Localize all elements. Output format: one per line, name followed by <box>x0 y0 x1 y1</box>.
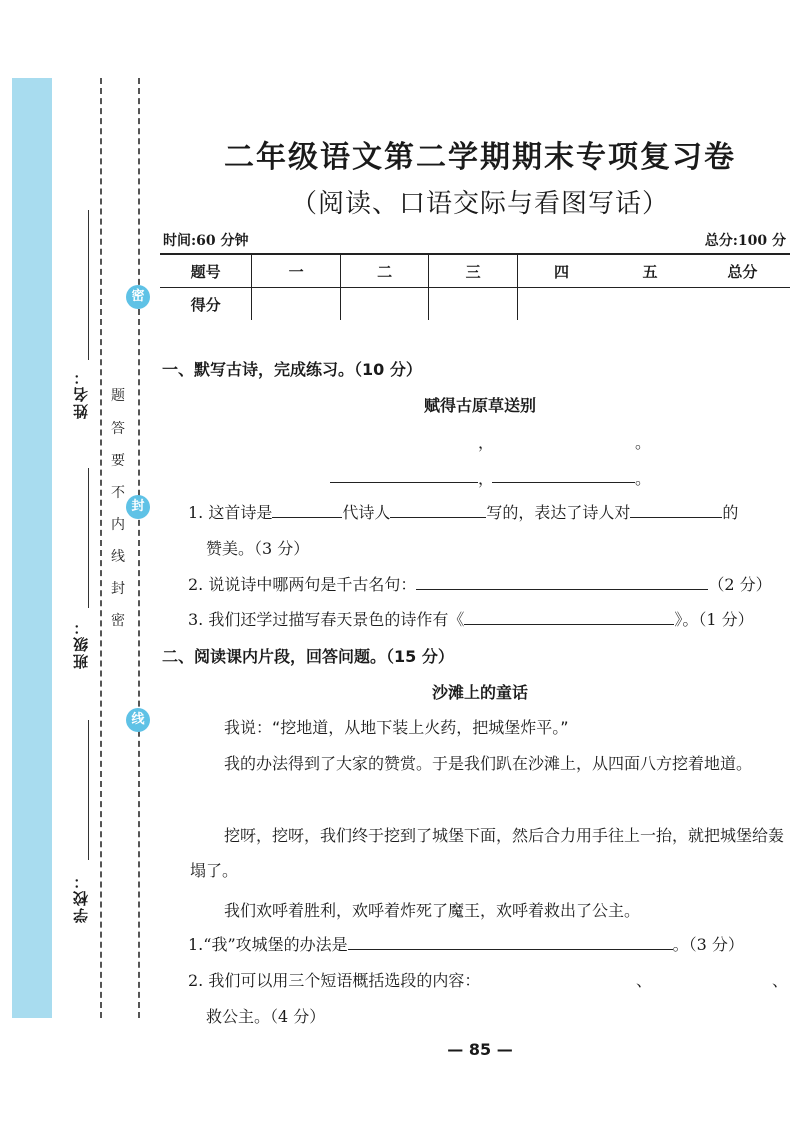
s2-question-1 <box>188 932 744 955</box>
s2-question-2: 2. 我们可以用三个短语概括选段的内容： <box>188 971 481 990</box>
s1-question-2 <box>188 572 772 595</box>
cut-line-right <box>138 78 140 1018</box>
score-cell[interactable] <box>517 288 605 321</box>
poem-title: 赋得古原草送别 <box>423 396 536 415</box>
notice-char: 答 <box>111 421 125 437</box>
score-cell[interactable] <box>605 288 694 321</box>
section2-heading: 二、阅读课内片段，回答问题。（15 分） <box>162 647 454 666</box>
s2-q2-separator-2: 、 <box>772 971 789 990</box>
name-label: 姓名： <box>72 368 90 419</box>
s1-q3-text-a: 3. 我们还学过描写春天景色的诗作有《 <box>188 610 465 629</box>
object-blank[interactable] <box>630 501 722 518</box>
s1-q1-text-a: 这首诗是 <box>208 503 273 522</box>
score-header-cell: 一 <box>252 254 340 288</box>
notice-char: 不 <box>111 485 125 501</box>
score-table <box>160 253 790 320</box>
s1-q2-score: （2 分） <box>708 575 772 594</box>
s1-q3-text-b: 》。（1 分） <box>674 610 754 629</box>
score-cell[interactable] <box>695 288 790 321</box>
method-blank[interactable] <box>348 933 673 950</box>
seal-mark-mi: 密 <box>126 285 150 309</box>
section1-heading: 一、默写古诗，完成练习。（10 分） <box>162 360 422 379</box>
exam-total-score: 总分:100 分 <box>704 233 786 249</box>
poem-period-1: 。 <box>635 433 652 452</box>
notice-char: 要 <box>111 453 125 469</box>
score-header-cell: 五 <box>605 254 694 288</box>
score-header-cell: 三 <box>429 254 517 288</box>
school-blank-line <box>88 720 89 860</box>
name-blank-line <box>88 210 89 360</box>
s1-q1-line2: 赞美。（3 分） <box>206 539 310 558</box>
score-cell[interactable] <box>429 288 517 321</box>
score-header-cell: 二 <box>340 254 428 288</box>
cut-line-left <box>100 78 102 1018</box>
page-number: — 85 — <box>447 1040 513 1059</box>
score-row-label: 得分 <box>190 295 221 314</box>
score-table-header-row <box>160 254 790 288</box>
seal-mark-xian: 线 <box>126 708 150 732</box>
score-cell[interactable] <box>252 288 340 321</box>
poem-comma-2: ， <box>478 469 495 488</box>
exam-time: 时间:60 分钟 <box>163 233 249 249</box>
seal-mark-feng: 封 <box>126 495 150 519</box>
score-header-cell: 题号 <box>160 254 252 288</box>
s1-question-3 <box>188 607 754 630</box>
class-label: 班级： <box>72 618 90 669</box>
poem-blank-4[interactable] <box>492 466 635 483</box>
score-header-cell: 总分 <box>695 254 790 288</box>
s2-q1-text-b: 。（3 分） <box>672 935 744 954</box>
binding-strip <box>12 78 52 1018</box>
s2-q1-text-a: 1.“我”攻城堡的办法是 <box>188 935 348 954</box>
notice-char: 题 <box>111 388 125 404</box>
passage-title: 沙滩上的童话 <box>431 683 528 702</box>
passage-paragraph: 挖呀，挖呀，我们终于挖到了城堡下面，然后合力用手往上一抬，就把城堡给轰塌了。 <box>190 826 785 880</box>
famous-lines-blank[interactable] <box>416 573 708 590</box>
notice-char: 内 <box>111 517 125 533</box>
notice-char: 封 <box>111 581 125 597</box>
s1-q1-text-b: 代诗人 <box>342 503 391 522</box>
s1-q1-text-d: 的 <box>722 503 739 522</box>
s2-q2-separator-1: 、 <box>636 971 653 990</box>
passage-paragraph: 我的办法得到了大家的赞赏。于是我们趴在沙滩上，从四面八方挖着地道。 <box>224 754 753 773</box>
notice-char: 密 <box>111 613 125 629</box>
page-title: 二年级语文第二学期期末专项复习卷 <box>224 140 736 175</box>
poem-period-2: 。 <box>635 469 652 488</box>
s1-q1-number: 1. <box>188 503 204 522</box>
notice-char: 线 <box>111 549 125 565</box>
dynasty-blank[interactable] <box>272 501 342 518</box>
school-label: 学校： <box>72 872 90 923</box>
score-header-cell: 四 <box>517 254 605 288</box>
passage-paragraph: 我说：“挖地道，从地下装上火药，把城堡炸平。” <box>224 718 569 737</box>
page-subtitle: （阅读、口语交际与看图写话） <box>290 189 669 219</box>
poet-blank[interactable] <box>390 501 486 518</box>
s1-q1-text-c: 写的，表达了诗人对 <box>486 503 631 522</box>
score-cell[interactable] <box>340 288 428 321</box>
class-blank-line <box>88 468 89 608</box>
score-table-score-row <box>160 288 790 321</box>
s2-q2-line2: 救公主。（4 分） <box>206 1007 326 1026</box>
spring-poem-blank[interactable] <box>464 608 674 625</box>
poem-blank-3[interactable] <box>330 466 478 483</box>
passage-paragraph: 我们欢呼着胜利，欢呼着炸死了魔王，欢呼着救出了公主。 <box>224 901 641 920</box>
s1-question-1 <box>188 500 738 523</box>
poem-comma-1: ， <box>478 433 495 452</box>
s1-q2-text: 2. 说说诗中哪两句是千古名句： <box>188 575 417 594</box>
